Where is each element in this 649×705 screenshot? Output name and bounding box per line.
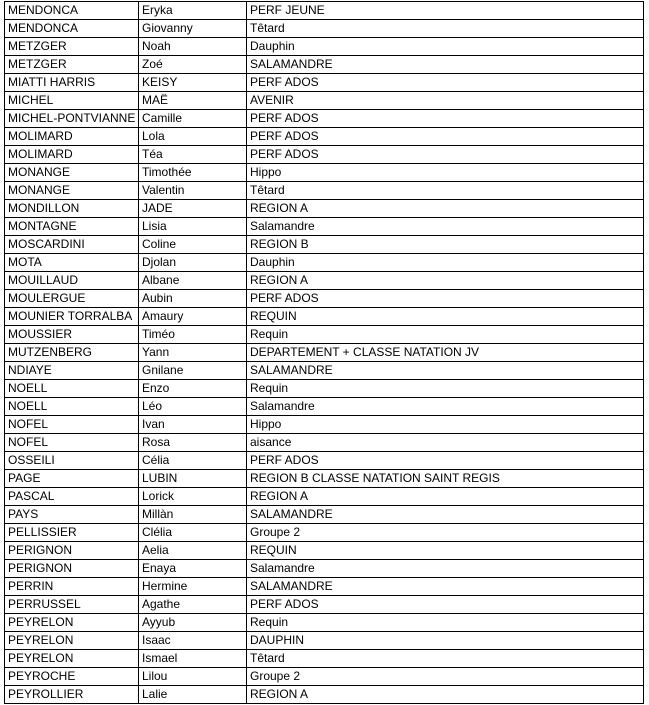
first-name-cell: Hermine: [139, 578, 247, 596]
table-row: [5, 254, 644, 272]
group-cell: REGION A: [247, 488, 644, 506]
group-cell: REGION B CLASSE NATATION SAINT REGIS: [247, 470, 644, 488]
first-name-cell: Zoé: [139, 56, 247, 74]
last-name-cell: METZGER: [5, 38, 139, 56]
first-name-cell: Timothée: [139, 164, 247, 182]
table-row: [5, 290, 644, 308]
table-row: [5, 524, 644, 542]
first-name-cell: Yann: [139, 344, 247, 362]
first-name-cell: Valentin: [139, 182, 247, 200]
group-cell: PERF ADOS: [247, 596, 644, 614]
table-row: [5, 380, 644, 398]
group-cell: REGION A: [247, 686, 644, 704]
group-cell: DAUPHIN: [247, 632, 644, 650]
first-name-cell: KEISY: [139, 74, 247, 92]
last-name-cell: PEYROLLIER: [5, 686, 139, 704]
group-cell: REGION B: [247, 236, 644, 254]
table-row: [5, 182, 644, 200]
last-name-cell: MUTZENBERG: [5, 344, 139, 362]
first-name-cell: Timéo: [139, 326, 247, 344]
last-name-cell: PEYRELON: [5, 650, 139, 668]
group-cell: Salamandre: [247, 560, 644, 578]
last-name-cell: PERIGNON: [5, 542, 139, 560]
group-cell: PERF ADOS: [247, 452, 644, 470]
first-name-cell: Enaya: [139, 560, 247, 578]
table-row: [5, 506, 644, 524]
group-cell: Têtard: [247, 650, 644, 668]
group-cell: Requin: [247, 326, 644, 344]
first-name-cell: Isaac: [139, 632, 247, 650]
last-name-cell: PERIGNON: [5, 560, 139, 578]
table-row: [5, 272, 644, 290]
table-row: [5, 128, 644, 146]
first-name-cell: Rosa: [139, 434, 247, 452]
table-row: [5, 344, 644, 362]
last-name-cell: MOUILLAUD: [5, 272, 139, 290]
group-cell: PERF ADOS: [247, 128, 644, 146]
table-row: [5, 650, 644, 668]
first-name-cell: Lorick: [139, 488, 247, 506]
group-cell: PERF ADOS: [247, 110, 644, 128]
last-name-cell: MONANGE: [5, 164, 139, 182]
table-row: [5, 362, 644, 380]
table-row: [5, 164, 644, 182]
last-name-cell: MOSCARDINI: [5, 236, 139, 254]
last-name-cell: PEYROCHE: [5, 668, 139, 686]
group-cell: AVENIR: [247, 92, 644, 110]
group-cell: PERF ADOS: [247, 74, 644, 92]
last-name-cell: PEYRELON: [5, 614, 139, 632]
last-name-cell: PERRIN: [5, 578, 139, 596]
first-name-cell: Millàn: [139, 506, 247, 524]
table-row: [5, 2, 644, 20]
table-row: [5, 218, 644, 236]
first-name-cell: Lola: [139, 128, 247, 146]
last-name-cell: NDIAYE: [5, 362, 139, 380]
last-name-cell: METZGER: [5, 56, 139, 74]
first-name-cell: Albane: [139, 272, 247, 290]
last-name-cell: PASCAL: [5, 488, 139, 506]
first-name-cell: Noah: [139, 38, 247, 56]
group-cell: REGION A: [247, 200, 644, 218]
last-name-cell: MONANGE: [5, 182, 139, 200]
table-row: [5, 542, 644, 560]
last-name-cell: MONDILLON: [5, 200, 139, 218]
table-row: [5, 596, 644, 614]
table-row: [5, 236, 644, 254]
group-cell: SALAMANDRE: [247, 56, 644, 74]
group-cell: REQUIN: [247, 542, 644, 560]
last-name-cell: MOLIMARD: [5, 128, 139, 146]
last-name-cell: NOFEL: [5, 434, 139, 452]
table-row: [5, 578, 644, 596]
last-name-cell: PAYS: [5, 506, 139, 524]
first-name-cell: Gnilane: [139, 362, 247, 380]
table-row: [5, 38, 644, 56]
first-name-cell: Djolan: [139, 254, 247, 272]
last-name-cell: MOUNIER TORRALBA: [5, 308, 139, 326]
first-name-cell: Téa: [139, 146, 247, 164]
table-row: [5, 686, 644, 704]
group-cell: SALAMANDRE: [247, 506, 644, 524]
group-cell: PERF JEUNE: [247, 2, 644, 20]
first-name-cell: Giovanny: [139, 20, 247, 38]
last-name-cell: PAGE: [5, 470, 139, 488]
table-row: [5, 416, 644, 434]
group-cell: Requin: [247, 380, 644, 398]
last-name-cell: PERRUSSEL: [5, 596, 139, 614]
group-cell: Salamandre: [247, 398, 644, 416]
first-name-cell: LUBIN: [139, 470, 247, 488]
group-cell: SALAMANDRE: [247, 578, 644, 596]
table-body: [5, 2, 644, 704]
group-cell: Têtard: [247, 20, 644, 38]
first-name-cell: Lilou: [139, 668, 247, 686]
first-name-cell: Ismael: [139, 650, 247, 668]
group-cell: Têtard: [247, 182, 644, 200]
table-row: [5, 434, 644, 452]
last-name-cell: MENDONCA: [5, 2, 139, 20]
group-cell: SALAMANDRE: [247, 362, 644, 380]
swimmer-group-table: [4, 1, 644, 704]
last-name-cell: MICHEL-PONTVIANNE: [5, 110, 139, 128]
last-name-cell: NOELL: [5, 398, 139, 416]
table-row: [5, 488, 644, 506]
last-name-cell: MIATTI HARRIS: [5, 74, 139, 92]
group-cell: Hippo: [247, 164, 644, 182]
table-row: [5, 74, 644, 92]
first-name-cell: MAË: [139, 92, 247, 110]
last-name-cell: PEYRELON: [5, 632, 139, 650]
first-name-cell: Aubin: [139, 290, 247, 308]
group-cell: Dauphin: [247, 38, 644, 56]
group-cell: PERF ADOS: [247, 290, 644, 308]
last-name-cell: PELLISSIER: [5, 524, 139, 542]
last-name-cell: OSSEILI: [5, 452, 139, 470]
first-name-cell: Célia: [139, 452, 247, 470]
first-name-cell: Ayyub: [139, 614, 247, 632]
group-cell: DEPARTEMENT + CLASSE NATATION JV: [247, 344, 644, 362]
last-name-cell: MENDONCA: [5, 20, 139, 38]
last-name-cell: NOELL: [5, 380, 139, 398]
table-row: [5, 560, 644, 578]
table-row: [5, 146, 644, 164]
first-name-cell: Lalie: [139, 686, 247, 704]
first-name-cell: JADE: [139, 200, 247, 218]
first-name-cell: Camille: [139, 110, 247, 128]
group-cell: Hippo: [247, 416, 644, 434]
last-name-cell: MOULERGUE: [5, 290, 139, 308]
group-cell: Groupe 2: [247, 668, 644, 686]
group-cell: Dauphin: [247, 254, 644, 272]
table-row: [5, 20, 644, 38]
group-cell: PERF ADOS: [247, 146, 644, 164]
first-name-cell: Coline: [139, 236, 247, 254]
last-name-cell: NOFEL: [5, 416, 139, 434]
first-name-cell: Aelia: [139, 542, 247, 560]
first-name-cell: Amaury: [139, 308, 247, 326]
group-cell: Groupe 2: [247, 524, 644, 542]
group-cell: REQUIN: [247, 308, 644, 326]
table-row: [5, 398, 644, 416]
last-name-cell: MOLIMARD: [5, 146, 139, 164]
table-row: [5, 200, 644, 218]
first-name-cell: Enzo: [139, 380, 247, 398]
table-row: [5, 56, 644, 74]
first-name-cell: Ivan: [139, 416, 247, 434]
first-name-cell: Clélia: [139, 524, 247, 542]
group-cell: aisance: [247, 434, 644, 452]
table-row: [5, 470, 644, 488]
first-name-cell: Lisia: [139, 218, 247, 236]
last-name-cell: MONTAGNE: [5, 218, 139, 236]
first-name-cell: Léo: [139, 398, 247, 416]
group-cell: Requin: [247, 614, 644, 632]
table-row: [5, 632, 644, 650]
first-name-cell: Agathe: [139, 596, 247, 614]
table-row: [5, 92, 644, 110]
table-row: [5, 668, 644, 686]
last-name-cell: MICHEL: [5, 92, 139, 110]
last-name-cell: MOUSSIER: [5, 326, 139, 344]
table-row: [5, 614, 644, 632]
table-row: [5, 452, 644, 470]
first-name-cell: Eryka: [139, 2, 247, 20]
table-row: [5, 308, 644, 326]
last-name-cell: MOTA: [5, 254, 139, 272]
group-cell: REGION A: [247, 272, 644, 290]
table-row: [5, 110, 644, 128]
table-row: [5, 326, 644, 344]
group-cell: Salamandre: [247, 218, 644, 236]
